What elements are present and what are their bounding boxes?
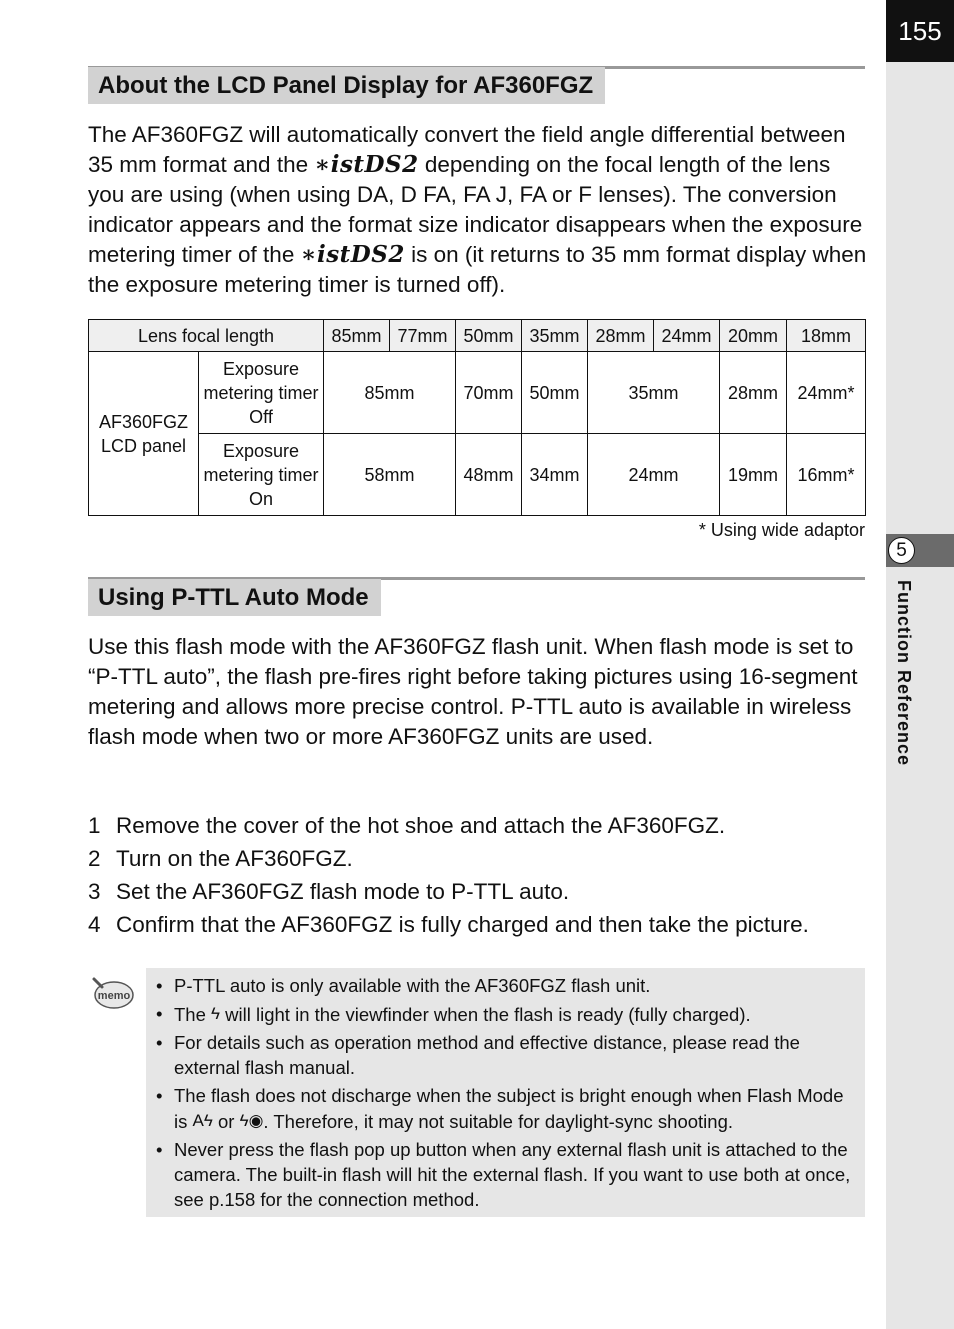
- step-number: 4: [88, 912, 101, 937]
- step-text: Confirm that the AF360FGZ is fully charged and then take the picture.: [116, 912, 809, 937]
- focal-header: 18mm: [787, 320, 866, 352]
- flash-icon: ϟ: [211, 1004, 221, 1023]
- memo-item: [156, 973, 857, 998]
- body-text: The AF360FGZ will automatically convert the field angle differential between 35 mm format and the: [88, 122, 846, 177]
- bullet: •: [156, 975, 163, 996]
- table-cell: 70mm: [456, 352, 522, 434]
- header-label: Lens focal length: [89, 320, 324, 352]
- table-footnote: * Using wide adaptor: [698, 520, 865, 540]
- memo-icon: [90, 975, 134, 1011]
- page-number: 155: [886, 0, 954, 62]
- memo-item: [156, 1030, 857, 1080]
- focal-header: 20mm: [720, 320, 787, 352]
- row-group-label: AF360FGZ LCD panel: [89, 352, 199, 516]
- table-cell: 34mm: [522, 434, 588, 516]
- table-cell: 58mm: [324, 434, 456, 516]
- table-cell: 16mm*: [787, 434, 866, 516]
- row-label: Exposure metering timer Off: [199, 352, 324, 434]
- memo-text: P-TTL auto is only available with the AF360FGZ flash unit.: [174, 975, 651, 996]
- memo-box: [146, 968, 865, 1217]
- memo-text: For details such as operation method and effective distance, please read the external flash manual.: [174, 1032, 800, 1078]
- focal-header: 24mm: [654, 320, 720, 352]
- step-text: Set the AF360FGZ flash mode to P-TTL auto.: [116, 879, 570, 904]
- step-item: [88, 811, 878, 844]
- memo-text: Never press the flash pop up button when any external flash unit is attached to the camera. The built-in flash will hit the external flash. If you want to use both at once, see p.158 for the connection method.: [174, 1139, 851, 1210]
- camera-logo: ∗istDS2: [300, 241, 405, 268]
- chapter-title: Function Reference: [894, 580, 914, 767]
- focal-header: 50mm: [456, 320, 522, 352]
- flash-auto-redeye-icon: ϟ◉: [239, 1111, 264, 1130]
- section-body-lcd-panel: [88, 120, 868, 300]
- memo-item: [156, 1001, 857, 1027]
- row-label: Exposure metering timer On: [199, 434, 324, 516]
- table-cell: 28mm: [720, 352, 787, 434]
- table-cell: 24mm*: [787, 352, 866, 434]
- focal-header: 28mm: [588, 320, 654, 352]
- step-text: Turn on the AF360FGZ.: [116, 846, 353, 871]
- focal-header: 35mm: [522, 320, 588, 352]
- section-heading-lcd-panel: About the LCD Panel Display for AF360FGZ: [88, 67, 605, 104]
- steps-list: [88, 811, 878, 943]
- chapter-number: 5: [888, 537, 915, 564]
- section-body-pttl: Use this flash mode with the AF360FGZ flash unit. When flash mode is set to “P-TTL auto”, the flash pre-fires right before taking pictures using 16-segment metering and allows more precise control. P-TTL auto is available in wireless flash mode when two or more AF360FGZ units are used.: [88, 634, 858, 749]
- focal-header: 85mm: [324, 320, 390, 352]
- table-row-timer-on: [89, 434, 866, 516]
- table-cell: 85mm: [324, 352, 456, 434]
- step-item: [88, 844, 878, 877]
- step-number: 2: [88, 846, 101, 871]
- body-text: depending on the focal length of the lens you are using (when using DA, D FA, FA J, FA or F lenses). The conversion indicator appears and the format size indicator disappears when the exposure metering timer of the: [88, 152, 863, 267]
- memo-list: [156, 973, 857, 1212]
- bullet: •: [156, 1003, 163, 1024]
- table-header-row: [89, 320, 866, 352]
- step-text: Remove the cover of the hot shoe and attach the AF360FGZ.: [116, 813, 726, 838]
- focal-header: 77mm: [390, 320, 456, 352]
- body-text: is on (it returns to 35 mm format display when the exposure metering timer is turned off).: [88, 242, 867, 297]
- step-number: 3: [88, 879, 101, 904]
- memo-text: The ϟ will light in the viewfinder when the flash is ready (fully charged).: [174, 1001, 857, 1027]
- memo-item: [156, 1137, 857, 1212]
- svg-text:memo: memo: [97, 990, 131, 1002]
- section-heading-pttl: Using P-TTL Auto Mode: [88, 579, 381, 616]
- table-cell: 48mm: [456, 434, 522, 516]
- step-item: [88, 910, 878, 943]
- flash-auto-icon: Aϟ: [192, 1111, 213, 1130]
- table-row-timer-off: [89, 352, 866, 434]
- memo-text: The flash does not discharge when the subject is bright enough when Flash Mode is Aϟ or ϟ◉. Therefore, it may not suitable for daylight-sync shooting.: [174, 1085, 844, 1132]
- bullet: •: [156, 1085, 163, 1106]
- step-item: [88, 877, 878, 910]
- bullet: •: [156, 1032, 163, 1053]
- table-cell: 35mm: [588, 352, 720, 434]
- camera-logo: ∗istDS2: [314, 151, 419, 178]
- table-cell: 50mm: [522, 352, 588, 434]
- bullet: •: [156, 1139, 163, 1160]
- focal-length-table: [88, 319, 866, 516]
- table-cell: 19mm: [720, 434, 787, 516]
- memo-item: [156, 1083, 857, 1134]
- table-cell: 24mm: [588, 434, 720, 516]
- step-number: 1: [88, 813, 101, 838]
